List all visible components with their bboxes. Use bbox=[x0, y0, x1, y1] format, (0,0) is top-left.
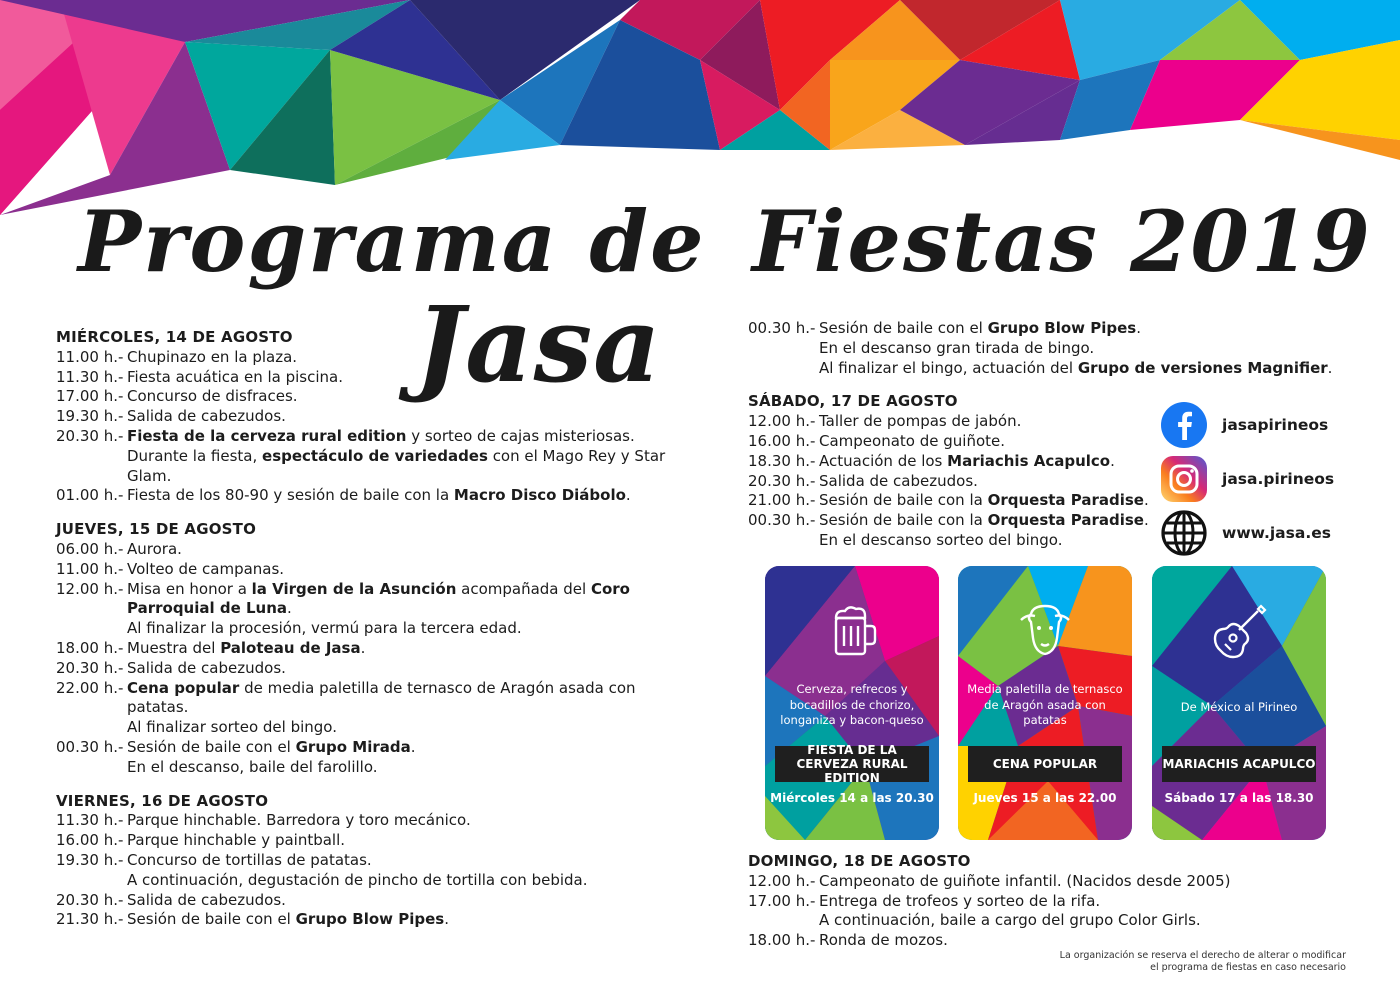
social-links bbox=[1160, 398, 1360, 560]
event-time: 01.00 h.- bbox=[56, 486, 124, 505]
event-description: Parque hinchable y paintball. bbox=[127, 831, 346, 850]
day-section bbox=[748, 852, 1268, 951]
card-description: Media paletilla de ternasco de Aragón asada con patatas bbox=[967, 682, 1123, 727]
event-row bbox=[748, 319, 1348, 339]
event-description: Actuación de los Mariachis Acapulco. bbox=[819, 451, 1115, 470]
event-card-mariachis bbox=[1152, 566, 1326, 840]
title-programa-de: Programa de bbox=[78, 192, 706, 291]
event-description: Sesión de baile con el Grupo Mirada. bbox=[127, 737, 416, 756]
event-row bbox=[56, 486, 666, 506]
event-row bbox=[748, 931, 1268, 951]
event-description: Volteo de campanas. bbox=[127, 559, 285, 578]
sheep-icon bbox=[1015, 600, 1075, 660]
event-description: Sesión de baile con el Grupo Blow Pipes. bbox=[127, 910, 449, 929]
event-description: Salida de cabezudos. bbox=[127, 658, 286, 677]
event-continuation: En el descanso, baile del farolillo. bbox=[127, 757, 378, 776]
event-time: 20.30 h.- bbox=[748, 471, 816, 490]
disclaimer-line: el programa de fiestas en caso necesario bbox=[1150, 962, 1346, 973]
event-description: Concurso de tortillas de patatas. bbox=[127, 850, 372, 869]
event-row bbox=[56, 679, 666, 719]
event-continuation: Al finalizar el bingo, actuación del Grupo de versiones Magnifier. bbox=[819, 358, 1333, 377]
event-time: 06.00 h.- bbox=[56, 539, 124, 558]
event-row bbox=[56, 580, 666, 620]
event-row bbox=[748, 892, 1268, 912]
website-url: www.jasa.es bbox=[1222, 524, 1331, 542]
instagram-handle: jasa.pirineos bbox=[1222, 470, 1335, 488]
event-time: 12.00 h.- bbox=[748, 871, 816, 890]
beer-mug-icon bbox=[822, 600, 882, 660]
instagram-icon bbox=[1160, 455, 1208, 503]
schedule-sunday-column bbox=[748, 852, 1268, 965]
event-description: Campeonato de guiñote. bbox=[819, 431, 1006, 450]
card-date: Jueves 15 a las 22.00 bbox=[973, 791, 1117, 805]
event-description: Sesión de baile con la Orquesta Paradise. bbox=[819, 491, 1149, 510]
event-description: Entrega de trofeos y sorteo de la rifa. bbox=[819, 891, 1101, 910]
event-time: 11.00 h.- bbox=[56, 347, 124, 366]
event-time: 18.00 h.- bbox=[56, 638, 124, 657]
event-continuation: Al finalizar sorteo del bingo. bbox=[127, 718, 337, 737]
event-row bbox=[56, 811, 666, 831]
event-row bbox=[56, 540, 666, 560]
day-title: SÁBADO, 17 DE AGOSTO bbox=[748, 392, 958, 411]
event-row bbox=[56, 659, 666, 679]
event-row bbox=[56, 348, 666, 368]
facebook-icon bbox=[1160, 401, 1208, 449]
day-section bbox=[56, 520, 666, 777]
disclaimer-note bbox=[1040, 950, 1346, 974]
event-time: 19.30 h.- bbox=[56, 407, 124, 426]
event-continuation: A continuación, baile a cargo del grupo Color Girls. bbox=[819, 911, 1201, 930]
event-description: Ronda de mozos. bbox=[819, 931, 948, 950]
event-description: Sesión de baile con la Orquesta Paradise. bbox=[819, 511, 1149, 530]
day-title: VIERNES, 16 DE AGOSTO bbox=[56, 791, 269, 810]
event-description: Campeonato de guiñote infantil. (Nacidos desde 2005) bbox=[819, 871, 1231, 890]
event-row bbox=[56, 639, 666, 659]
event-time: 17.00 h.- bbox=[748, 891, 816, 910]
event-time: 20.30 h.- bbox=[56, 658, 124, 677]
event-description: Salida de cabezudos. bbox=[127, 407, 286, 426]
event-time: 11.30 h.- bbox=[56, 367, 124, 386]
card-date: Miércoles 14 a las 20.30 bbox=[770, 791, 934, 805]
event-description: Fiesta de la cerveza rural edition y sorteo de cajas misteriosas. bbox=[127, 426, 635, 445]
event-time: 16.00 h.- bbox=[748, 431, 816, 450]
day-section bbox=[56, 328, 666, 506]
event-time: 12.00 h.- bbox=[748, 412, 816, 431]
day-section bbox=[56, 792, 666, 931]
event-description: Cena popular de media paletilla de ternasco de Aragón asada con patatas. bbox=[127, 678, 636, 717]
event-description: Sesión de baile con el Grupo Blow Pipes. bbox=[819, 319, 1141, 337]
event-description: Fiesta acuática en la piscina. bbox=[127, 367, 343, 386]
event-time: 21.30 h.- bbox=[56, 910, 124, 929]
event-row bbox=[748, 872, 1268, 892]
card-description: Cerveza, refrecos y bocadillos de chorizo, longaniza y bacon-queso bbox=[780, 682, 924, 727]
instagram-link[interactable] bbox=[1160, 452, 1360, 506]
card-date: Sábado 17 a las 18.30 bbox=[1164, 791, 1314, 805]
event-time: 00.30 h.- bbox=[56, 737, 124, 756]
event-row bbox=[56, 851, 666, 871]
title-town-jasa: Jasa bbox=[415, 283, 662, 406]
event-row bbox=[56, 891, 666, 911]
event-continuation: En el descanso sorteo del bingo. bbox=[819, 530, 1063, 549]
disclaimer-line: La organización se reserva el derecho de alterar o modificar bbox=[1059, 950, 1346, 961]
day-title: MIÉRCOLES, 14 DE AGOSTO bbox=[56, 328, 293, 346]
event-card-fiesta-cerveza bbox=[765, 566, 939, 840]
event-time: 22.00 h.- bbox=[56, 678, 124, 697]
event-continuation: A continuación, degustación de pincho de tortilla con bebida. bbox=[127, 870, 588, 889]
event-time: 12.00 h.- bbox=[56, 579, 124, 598]
event-time: 11.30 h.- bbox=[56, 811, 124, 830]
event-description: Concurso de disfraces. bbox=[127, 387, 298, 406]
card-label: MARIACHIS ACAPULCO bbox=[1162, 746, 1316, 782]
card-description: De México al Pirineo bbox=[1180, 700, 1298, 714]
event-row bbox=[56, 910, 666, 930]
card-label: CENA POPULAR bbox=[968, 746, 1122, 782]
event-time: 18.30 h.- bbox=[748, 451, 816, 470]
event-time: 11.00 h.- bbox=[56, 559, 124, 578]
event-row bbox=[56, 738, 666, 758]
event-time: 17.00 h.- bbox=[56, 387, 124, 406]
card-label: FIESTA DE LA CERVEZA RURAL EDITION bbox=[775, 746, 929, 782]
day-section bbox=[748, 319, 1348, 378]
event-description: Taller de pompas de jabón. bbox=[819, 412, 1022, 431]
event-row bbox=[56, 831, 666, 851]
website-link[interactable] bbox=[1160, 506, 1360, 560]
event-time: 16.00 h.- bbox=[56, 831, 124, 850]
globe-icon bbox=[1160, 509, 1208, 557]
event-continuation: En el descanso gran tirada de bingo. bbox=[819, 338, 1095, 357]
event-description: Parque hinchable. Barredora y toro mecánico. bbox=[127, 811, 471, 830]
event-continuation: Al finalizar la procesión, vermú para la tercera edad. bbox=[127, 619, 522, 638]
event-description: Salida de cabezudos. bbox=[819, 471, 978, 490]
facebook-link[interactable] bbox=[1160, 398, 1360, 452]
day-title: JUEVES, 15 DE AGOSTO bbox=[56, 520, 257, 539]
event-row bbox=[56, 368, 666, 388]
facebook-handle: jasapirineos bbox=[1222, 416, 1329, 434]
event-description: Chupinazo en la plaza. bbox=[127, 347, 298, 366]
event-row bbox=[56, 560, 666, 580]
event-row bbox=[56, 387, 666, 407]
event-time: 00.30 h.- bbox=[748, 511, 816, 530]
guitar-icon bbox=[1209, 600, 1269, 660]
event-time: 20.30 h.- bbox=[56, 426, 124, 445]
day-title: DOMINGO, 18 DE AGOSTO bbox=[748, 852, 971, 870]
event-continuation: Durante la fiesta, espectáculo de variedades con el Mago Rey y Star Glam. bbox=[127, 446, 666, 485]
event-time: 19.30 h.- bbox=[56, 850, 124, 869]
event-description: Fiesta de los 80-90 y sesión de baile con la Macro Disco Diábolo. bbox=[127, 486, 631, 505]
event-description: Salida de cabezudos. bbox=[127, 890, 286, 909]
schedule-left-column bbox=[56, 328, 666, 944]
event-time: 18.00 h.- bbox=[748, 931, 816, 950]
event-time: 00.30 h.- bbox=[748, 319, 816, 337]
event-row bbox=[56, 427, 666, 447]
event-description: Muestra del Paloteau de Jasa. bbox=[127, 638, 366, 657]
event-description: Misa en honor a la Virgen de la Asunción acompañada del Coro Parroquial de Luna. bbox=[127, 579, 630, 618]
event-time: 20.30 h.- bbox=[56, 890, 124, 909]
event-time: 21.00 h.- bbox=[748, 491, 816, 510]
title-fiestas-2019: Fiestas 2019 bbox=[752, 192, 1372, 291]
event-description: Aurora. bbox=[127, 539, 182, 558]
event-row bbox=[56, 407, 666, 427]
event-card-cena-popular bbox=[958, 566, 1132, 840]
